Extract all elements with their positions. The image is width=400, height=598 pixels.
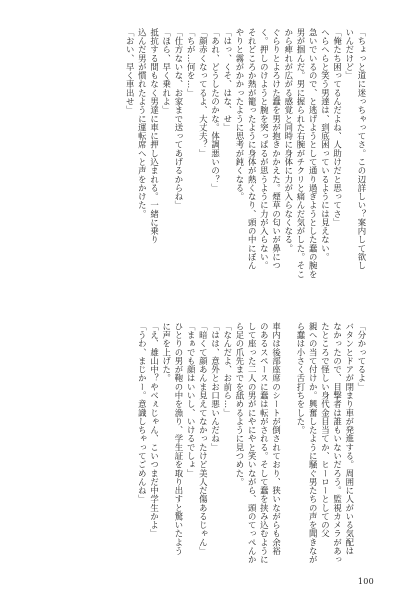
text-line: 「分かってるよ」 — [357, 322, 367, 392]
text-line: 「うわ、まじかー。意識しちゃってごめんね」 — [137, 322, 148, 504]
text-line: 急いでいるので、と逃げようとして通り過ぎようとした蠢の腕を — [308, 28, 319, 279]
text-line: 「仕方ないな、お家まで送ってあげるからね」 — [173, 28, 184, 210]
text-line: 「あれ、どうしたのかな。体調悪いの？」 — [210, 28, 221, 193]
text-line: に声を上げた。 — [161, 322, 172, 383]
lower-text-block — [136, 322, 368, 572]
text-line: いんだけど」 — [344, 28, 355, 80]
text-line: 男が掴んだ。男に握られた右腕がチクリと痛んだ気がした。そこ — [295, 28, 306, 279]
text-line: 「はっ、くそ、はな、せ」 — [222, 28, 233, 132]
text-line: 「え、雄山中？やべぇじゃん、こいつまだ中学生かよ」 — [149, 322, 160, 538]
text-line: く。押しのけようと腕を突っぱるが思うように力が入らない。 — [259, 28, 270, 270]
text-line: 親への当て付けか。興奮したように騒ぐ男たちの声を聞きなが — [308, 322, 319, 564]
text-line: 「まぁでも顔はいいし、いけるでしょ」 — [186, 322, 197, 478]
text-line: 「ほら、早く乗れよ」 — [161, 28, 172, 115]
text-line: ら足の爪先までを舐めるように見つめた。 — [234, 322, 245, 487]
text-line: 「顔赤くなってるよ、大丈夫？」 — [198, 28, 209, 158]
text-line: 「おい、早く車出せ」 — [125, 28, 136, 115]
text-line: 「ちが…何を…」 — [186, 28, 197, 98]
text-line: バタンとドアが閉まり車が発進する。周囲に人がいる気配は — [344, 322, 355, 556]
text-line — [283, 322, 295, 572]
text-line: ひとりの男が鞄の中を漁り、学生証を取り出すと驚いたよう — [173, 322, 184, 556]
text-line: たところで怪しい身代金目当てか、ヒーローとしての父 — [320, 322, 331, 538]
text-line: から痺れが広がる感覚と同時に身体に力が入らなくなる。 — [283, 28, 294, 253]
text-line: ぐらりとよろけた蠢を男が抱きかかえた。煙草の匂いが鼻につ — [271, 28, 282, 270]
text-line: ら蠢は小さく舌打ちをした。 — [295, 322, 306, 435]
text-line: 「俺たち困ってるんだよね、人助けだと思ってさ」 — [332, 28, 343, 227]
text-line: して座った二人の男がにやにやと笑いながら、頭のてっぺんか — [247, 322, 258, 564]
text-line: 「ちょっと道に迷っちゃってさ。この辺詳しい？案内して欲し — [357, 28, 367, 270]
page-number: 100 — [357, 577, 374, 586]
text-line: 「はは、意外とお口悪いんだね」 — [210, 322, 221, 452]
text-line: それどころか熱が籠ったように身体が熱くなり、頭の中にぼん — [247, 28, 258, 270]
text-line: 込んだ男が慣れたように運転席へと声をかけた。 — [137, 28, 148, 219]
text-line: のあるスペースに蠢は転がされる。そして蠢を挟み込むように — [259, 322, 270, 564]
text-line: なかったので、目撃者は誰もいないだろう。監視カメラがあっ — [332, 322, 343, 564]
upper-text-block — [124, 28, 368, 278]
text-line: 車内は後部座席のシートが倒されており、狭いながらも余裕 — [271, 322, 282, 556]
text-line: へらへらと笑う男達は、到底困っているようには見えない。 — [320, 28, 331, 262]
text-line: 抵抗する間もなく男達に車に押し込まれる。一緒に乗り — [149, 28, 160, 244]
text-line: やりと霧がかかったように思考が鈍くなる。 — [234, 28, 245, 201]
text-line: 「なんだよ、お前ら…」 — [222, 322, 233, 418]
text-line: 「暗くて顔あんま見えてなかったけど美人だ傷あるじゃん」 — [198, 322, 209, 556]
